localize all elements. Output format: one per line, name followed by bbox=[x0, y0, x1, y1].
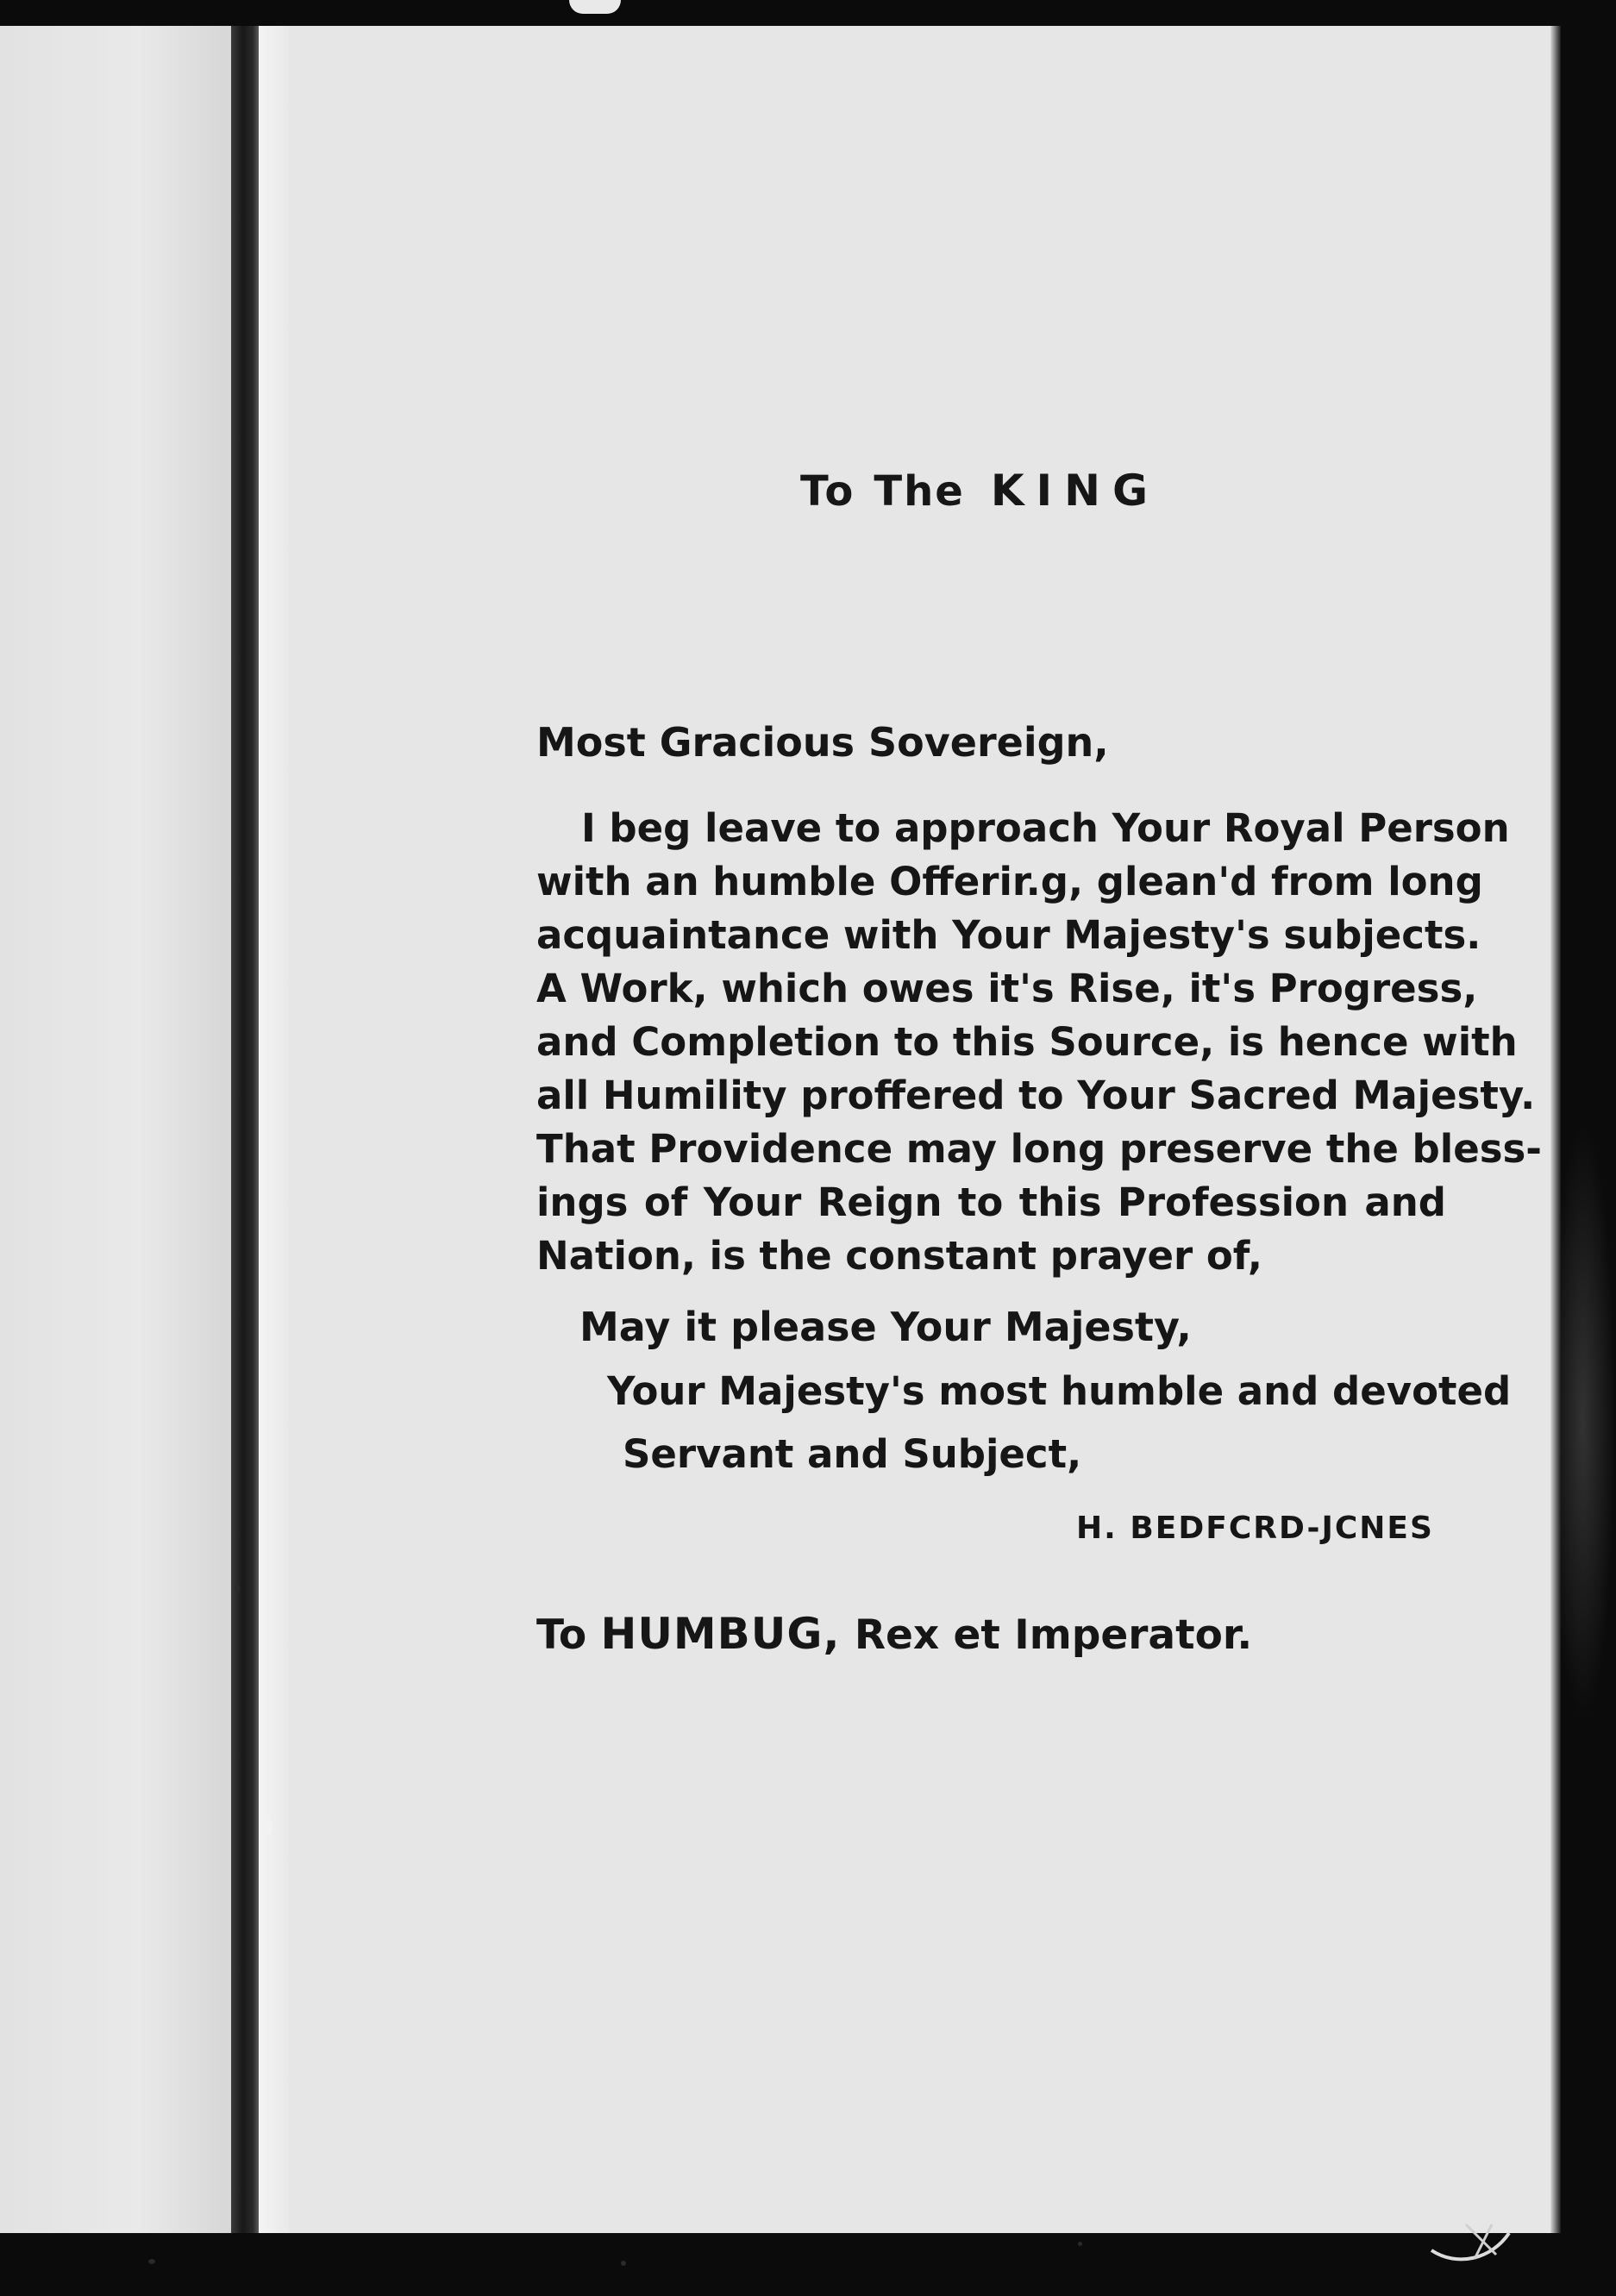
body-line: A Work, which owes it's Rise, it's Progress, bbox=[536, 966, 1478, 1011]
body-line: acquaintance with Your Majesty's subjects. bbox=[536, 912, 1481, 958]
footer-prefix: To bbox=[536, 1611, 587, 1659]
body-line: I beg leave to approach Your Royal Person bbox=[581, 805, 1510, 851]
closing-line: Your Majesty's most humble and devoted bbox=[607, 1368, 1512, 1414]
body-line: Nation, is the constant prayer of, bbox=[536, 1233, 1263, 1279]
body-line: all Humility proffered to Your Sacred Majesty. bbox=[536, 1073, 1536, 1118]
title-word-king: KING bbox=[990, 466, 1161, 516]
closing-line: Servant and Subject, bbox=[623, 1431, 1082, 1477]
body-line: That Providence may long preserve the bless- bbox=[536, 1126, 1542, 1172]
title-word-to: To bbox=[800, 467, 855, 516]
body-line: ings of Your Reign to this Profession and bbox=[536, 1179, 1446, 1225]
footer-suffix: Rex et Imperator. bbox=[854, 1611, 1253, 1659]
dedication-body bbox=[536, 802, 1542, 1283]
closing-line: May it please Your Majesty, bbox=[579, 1304, 1192, 1350]
body-line: and Completion to this Source, is hence with bbox=[536, 1019, 1518, 1065]
body-line: with an humble Offerir.g, glean'd from long bbox=[536, 859, 1483, 904]
humbug-dedication bbox=[536, 1609, 1252, 1659]
footer-humbug: HUMBUG, bbox=[600, 1609, 841, 1659]
dedication-title bbox=[800, 466, 1160, 516]
salutation: Most Gracious Sovereign, bbox=[536, 719, 1109, 766]
author-signature: H. BEDFCRD-JCNES bbox=[1076, 1511, 1434, 1546]
title-word-the: The bbox=[874, 467, 965, 516]
